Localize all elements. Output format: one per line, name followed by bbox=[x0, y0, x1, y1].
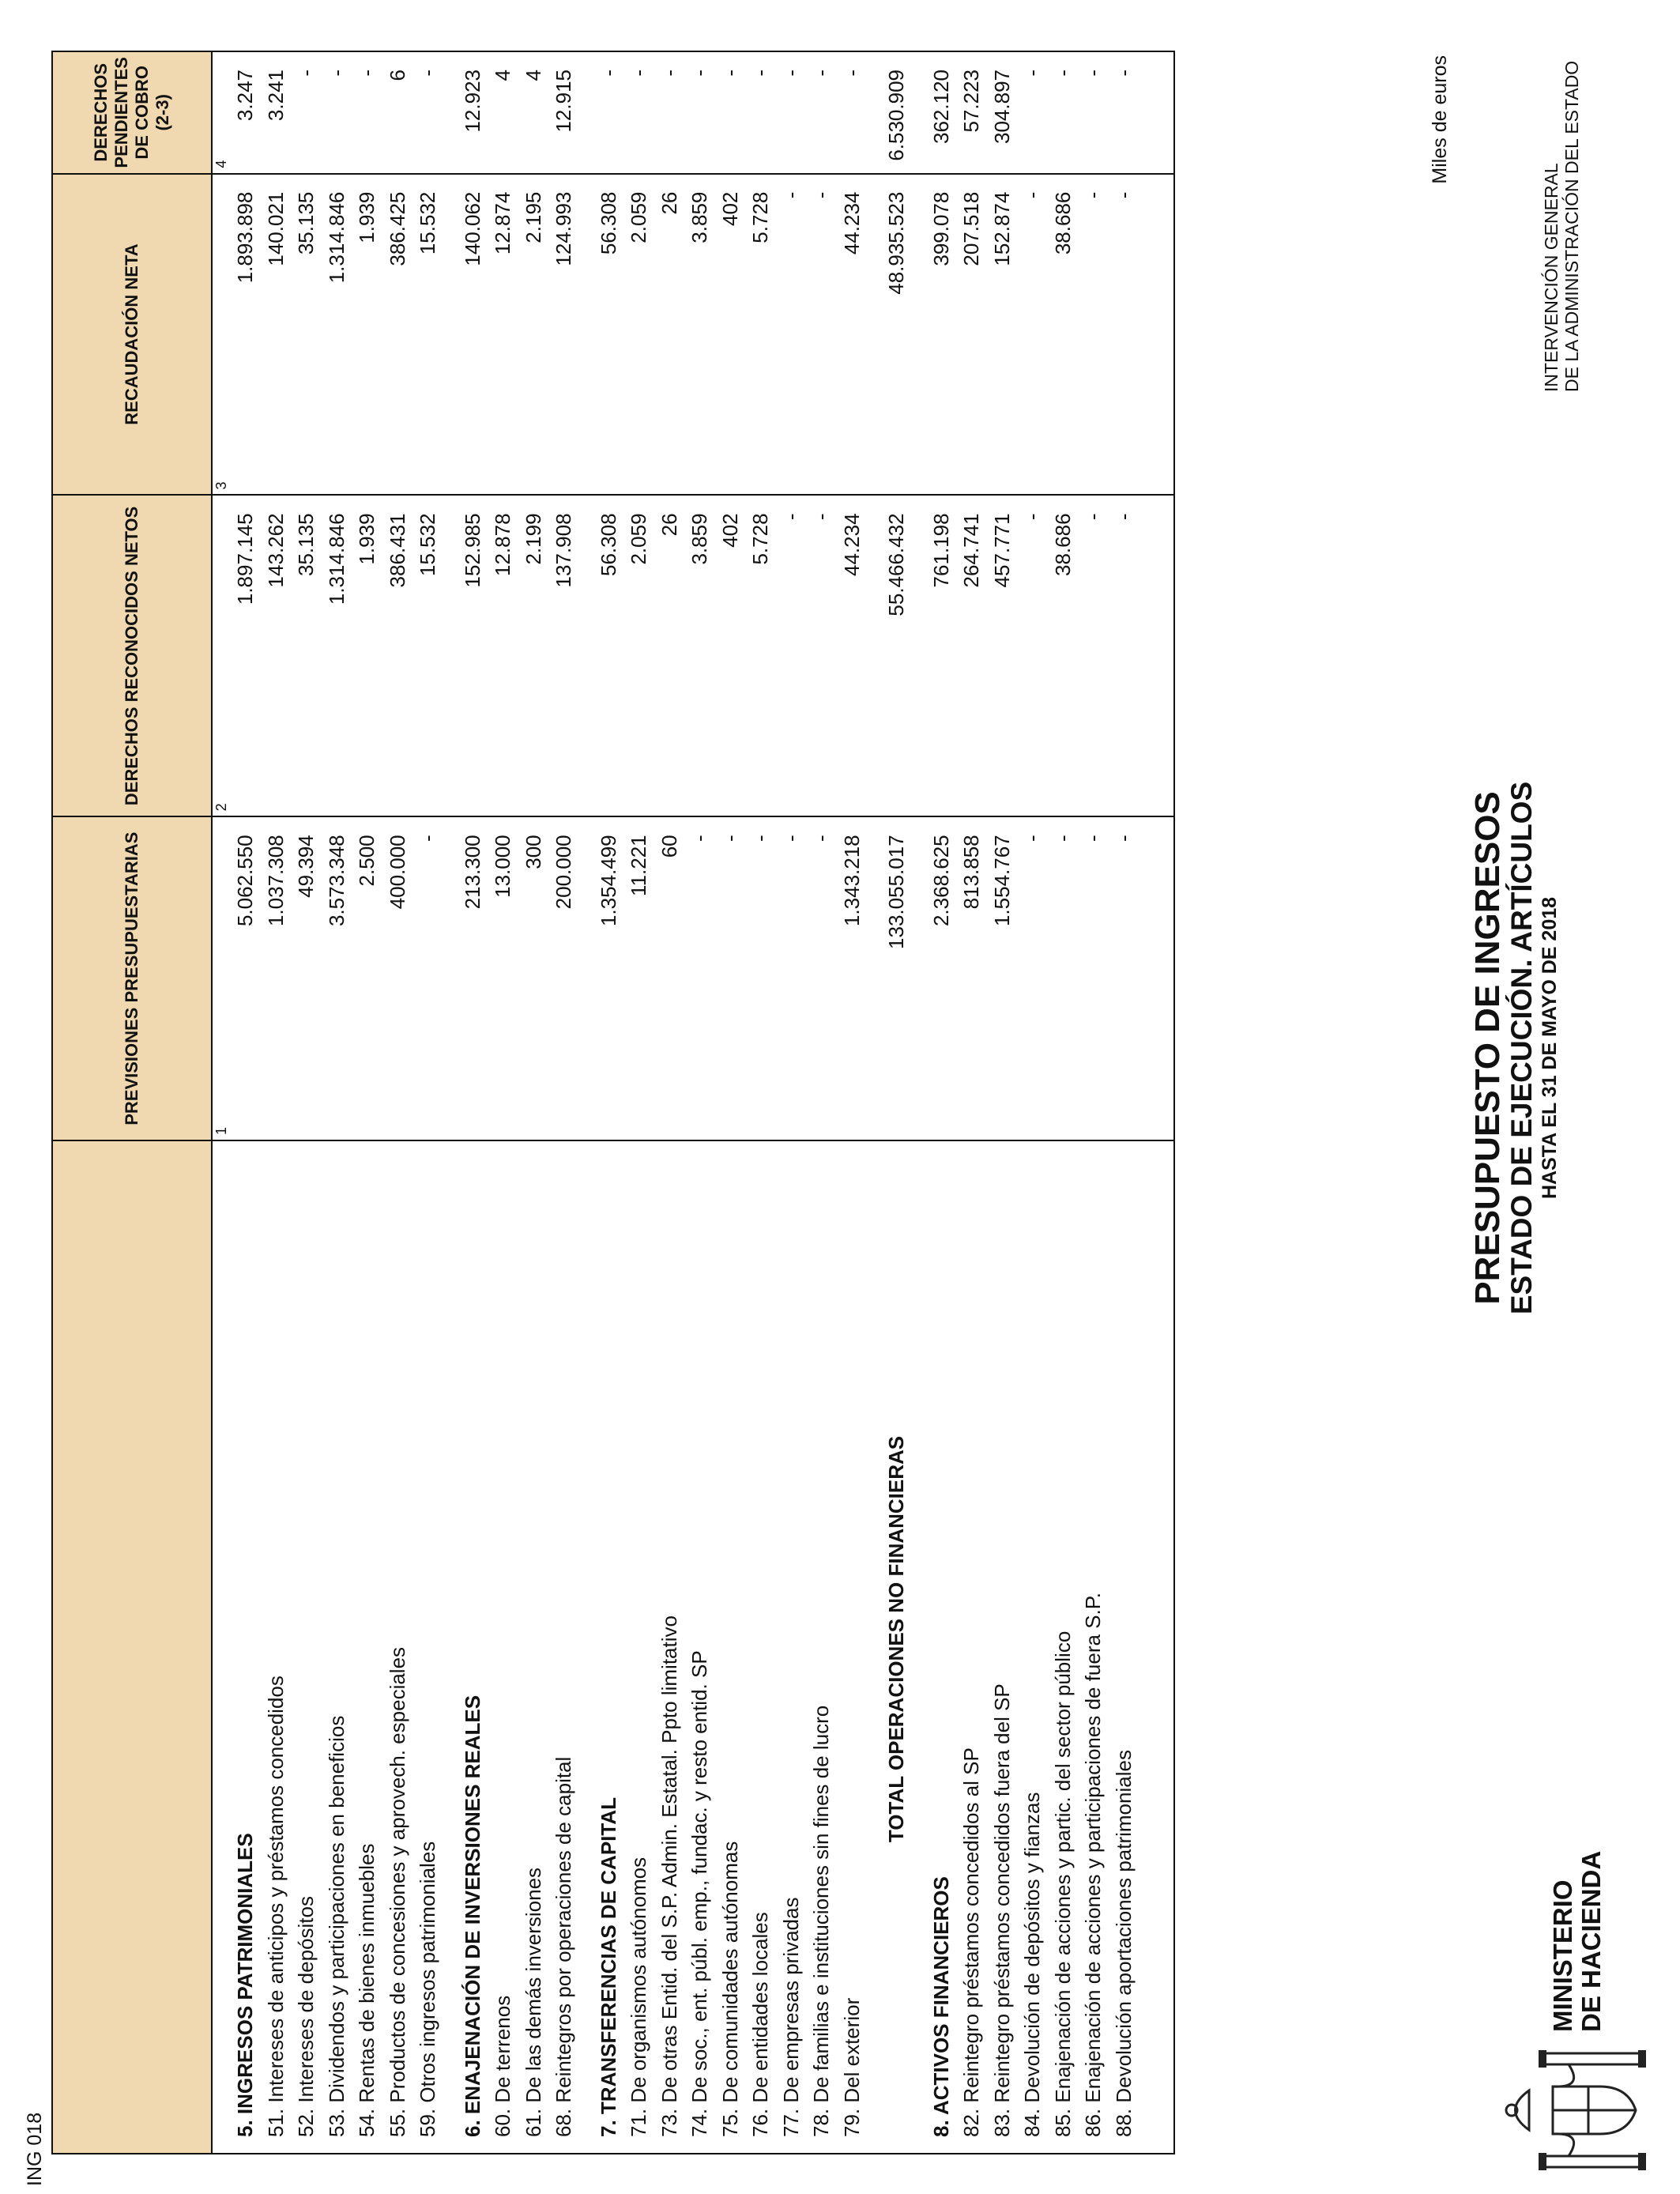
value-cell: 1.314.846 bbox=[322, 174, 352, 496]
row-label: 85. Enajenación de acciones y partic. del sector público bbox=[1048, 1140, 1079, 2154]
row-label: 75. De comunidades autónomas bbox=[715, 1140, 746, 2154]
value-cell: 3.573.348 bbox=[322, 816, 352, 1140]
value-cell: - bbox=[745, 51, 776, 174]
value-cell: 35.135 bbox=[291, 495, 322, 816]
spacer-cell bbox=[1139, 174, 1174, 496]
value-cell: 1.554.767 bbox=[987, 816, 1018, 1140]
value-cell: - bbox=[806, 51, 837, 174]
value-cell: 152.985 bbox=[458, 495, 488, 816]
spacer-cell bbox=[867, 816, 881, 1140]
value-cell: 44.234 bbox=[837, 495, 868, 816]
value-cell: 1.897.145 bbox=[230, 495, 261, 816]
value-cell: 15.532 bbox=[412, 495, 443, 816]
table-row bbox=[322, 51, 352, 2154]
value-cell: - bbox=[654, 51, 685, 174]
row-label: 86. Enajenación de acciones y participaciones de fuera S.P. bbox=[1078, 1140, 1109, 2154]
spacer-cell bbox=[443, 816, 458, 1140]
row-label: 71. De organismos autónomos bbox=[623, 1140, 654, 2154]
value-cell: - bbox=[837, 51, 868, 174]
row-label: 55. Productos de concesiones y aprovech. especiales bbox=[382, 1140, 413, 2154]
value-cell: 3.247 bbox=[230, 51, 261, 174]
value-cell: 5.728 bbox=[745, 174, 776, 496]
row-label: 54. Rentas de bienes inmuebles bbox=[352, 1140, 382, 2154]
row-label: 82. Reintegro préstamos concedidos al SP bbox=[956, 1140, 987, 2154]
concept-cell bbox=[212, 1140, 230, 2154]
column-number: 3 bbox=[212, 174, 230, 496]
spacer-cell bbox=[912, 1140, 926, 2154]
table-row bbox=[518, 51, 549, 2154]
table-row bbox=[654, 51, 685, 2154]
table-row bbox=[548, 51, 579, 2154]
office-line-2: DE LA ADMINISTRACIÓN DEL ESTADO bbox=[1561, 60, 1582, 392]
value-cell: - bbox=[412, 51, 443, 174]
ministry-line-2: DE HACIENDA bbox=[1576, 1850, 1606, 2032]
table-row bbox=[1017, 51, 1048, 2154]
value-cell: 35.135 bbox=[291, 174, 322, 496]
table-row bbox=[412, 51, 443, 2154]
row-label: 68. Reintegros por operaciones de capital bbox=[548, 1140, 579, 2154]
budget-table bbox=[51, 51, 1175, 2154]
value-cell: - bbox=[412, 816, 443, 1140]
table-row bbox=[261, 51, 292, 2154]
value-cell: 761.198 bbox=[926, 495, 957, 816]
table-row bbox=[352, 51, 382, 2154]
ministry-line-1: MINISTERIO bbox=[1548, 1879, 1577, 2032]
spacer-cell bbox=[443, 51, 458, 174]
value-cell: 38.686 bbox=[1048, 174, 1079, 496]
spacer-cell bbox=[867, 51, 881, 174]
value-cell: 6.530.909 bbox=[881, 51, 912, 174]
table-header-row bbox=[52, 51, 212, 2154]
spacer-cell bbox=[443, 174, 458, 496]
value-cell: - bbox=[291, 51, 322, 174]
value-cell: 264.741 bbox=[956, 495, 987, 816]
value-cell: 4 bbox=[518, 51, 549, 174]
value-cell: 2.195 bbox=[518, 174, 549, 496]
concept-header bbox=[52, 1140, 212, 2154]
value-cell: 1.314.846 bbox=[322, 495, 352, 816]
value-cell: 3.859 bbox=[684, 174, 715, 496]
value-cell: 402 bbox=[715, 174, 746, 496]
value-cell: 38.686 bbox=[1048, 495, 1079, 816]
value-cell: 399.078 bbox=[926, 174, 957, 496]
value-cell: 13.000 bbox=[488, 816, 518, 1140]
value-cell: 143.262 bbox=[261, 495, 292, 816]
page-subtitle: ESTADO DE EJECUCIÓN. ARTÍCULOS bbox=[1505, 781, 1538, 1315]
value-cell: - bbox=[776, 51, 807, 174]
spacer-cell bbox=[1139, 495, 1174, 816]
value-cell: 15.532 bbox=[412, 174, 443, 496]
value-cell: 813.858 bbox=[956, 816, 987, 1140]
ministry-name bbox=[1549, 1851, 1606, 2032]
value-cell: - bbox=[322, 51, 352, 174]
spacer-row bbox=[912, 51, 926, 2154]
value-cell: - bbox=[623, 51, 654, 174]
value-cell: 44.234 bbox=[837, 174, 868, 496]
value-cell: - bbox=[1078, 495, 1109, 816]
row-label: 88. Devolución aportaciones patrimoniales bbox=[1109, 1140, 1139, 2154]
value-cell: 362.120 bbox=[926, 51, 957, 174]
value-cell: 56.308 bbox=[593, 495, 624, 816]
value-cell: - bbox=[1017, 51, 1048, 174]
value-cell: 2.199 bbox=[518, 495, 549, 816]
row-label: 59. Otros ingresos patrimoniales bbox=[412, 1140, 443, 2154]
spacer-cell bbox=[579, 51, 593, 174]
value-cell: 1.939 bbox=[352, 174, 382, 496]
row-label: 53. Dividendos y participaciones en beneficios bbox=[322, 1140, 352, 2154]
value-cell: 402 bbox=[715, 495, 746, 816]
table-end-row bbox=[1139, 51, 1174, 2154]
value-cell: 3.241 bbox=[261, 51, 292, 174]
value-cell: 26 bbox=[654, 495, 685, 816]
value-cell: - bbox=[745, 816, 776, 1140]
coat-of-arms-icon bbox=[1497, 2047, 1656, 2173]
spacer-cell bbox=[867, 495, 881, 816]
value-cell: 140.021 bbox=[261, 174, 292, 496]
value-cell: - bbox=[806, 174, 837, 496]
value-cell: 152.874 bbox=[987, 174, 1018, 496]
value-cell: 11.221 bbox=[623, 816, 654, 1140]
value-cell: 4 bbox=[488, 51, 518, 174]
value-cell: 5.062.550 bbox=[230, 816, 261, 1140]
value-cell: - bbox=[684, 816, 715, 1140]
table-row bbox=[806, 51, 837, 2154]
value-cell: - bbox=[684, 51, 715, 174]
row-label: 6. ENAJENACIÓN DE INVERSIONES REALES bbox=[458, 1140, 488, 2154]
row-label: 52. Intereses de depósitos bbox=[291, 1140, 322, 2154]
value-cell: 12.915 bbox=[548, 51, 579, 174]
spacer-cell bbox=[867, 1140, 881, 2154]
value-cell: 12.878 bbox=[488, 495, 518, 816]
table-row bbox=[1109, 51, 1139, 2154]
value-cell: - bbox=[715, 816, 746, 1140]
value-cell: - bbox=[806, 816, 837, 1140]
table-row bbox=[956, 51, 987, 2154]
value-cell: 457.771 bbox=[987, 495, 1018, 816]
value-cell: - bbox=[352, 51, 382, 174]
value-cell: 2.059 bbox=[623, 174, 654, 496]
value-cell: 48.935.523 bbox=[881, 174, 912, 496]
value-cell: - bbox=[1109, 495, 1139, 816]
spacer-cell bbox=[1139, 1140, 1174, 2154]
value-cell: 26 bbox=[654, 174, 685, 496]
table-row bbox=[230, 51, 261, 2154]
row-label: 5. INGRESOS PATRIMONIALES bbox=[230, 1140, 261, 2154]
column-header: PREVISIONES PRESUPUESTARIAS bbox=[52, 816, 212, 1140]
row-label: 60. De terrenos bbox=[488, 1140, 518, 2154]
value-cell: 200.000 bbox=[548, 816, 579, 1140]
value-cell: 56.308 bbox=[593, 174, 624, 496]
value-cell: 213.300 bbox=[458, 816, 488, 1140]
value-cell: - bbox=[806, 495, 837, 816]
value-cell: 60 bbox=[654, 816, 685, 1140]
column-header: RECAUDACIÓN NETA bbox=[52, 174, 212, 496]
table-row bbox=[291, 51, 322, 2154]
value-cell: - bbox=[1078, 51, 1109, 174]
spacer-cell bbox=[579, 174, 593, 496]
row-label: TOTAL OPERACIONES NO FINANCIERAS bbox=[881, 1140, 912, 2154]
units-label: Miles de euros bbox=[1429, 55, 1451, 184]
spacer-cell bbox=[912, 495, 926, 816]
office-line-1: INTERVENCIÓN GENERAL bbox=[1541, 163, 1561, 392]
table-row bbox=[987, 51, 1018, 2154]
table-row bbox=[745, 51, 776, 2154]
row-label: 79. Del exterior bbox=[837, 1140, 868, 2154]
value-cell: 2.059 bbox=[623, 495, 654, 816]
value-cell: - bbox=[1078, 174, 1109, 496]
table-row bbox=[1078, 51, 1109, 2154]
spacer-row bbox=[579, 51, 593, 2154]
table-row bbox=[458, 51, 488, 2154]
value-cell: 140.062 bbox=[458, 174, 488, 496]
spacer-cell bbox=[867, 174, 881, 496]
spacer-cell bbox=[443, 495, 458, 816]
value-cell: 1.037.308 bbox=[261, 816, 292, 1140]
value-cell: 2.500 bbox=[352, 816, 382, 1140]
table-row bbox=[715, 51, 746, 2154]
value-cell: 55.466.432 bbox=[881, 495, 912, 816]
column-number: 2 bbox=[212, 495, 230, 816]
value-cell: - bbox=[1109, 174, 1139, 496]
value-cell: 12.923 bbox=[458, 51, 488, 174]
value-cell: - bbox=[1017, 495, 1048, 816]
value-cell: - bbox=[715, 51, 746, 174]
row-label: 73. De otras Entid. del S.P. Admin. Estatal. Ppto limitativo bbox=[654, 1140, 685, 2154]
row-label: 77. De empresas privadas bbox=[776, 1140, 807, 2154]
value-cell: 6 bbox=[382, 51, 413, 174]
table-row bbox=[881, 51, 912, 2154]
column-number-row bbox=[212, 51, 230, 2154]
value-cell: 1.354.499 bbox=[593, 816, 624, 1140]
spacer-cell bbox=[1139, 816, 1174, 1140]
value-cell: - bbox=[1048, 816, 1079, 1140]
value-cell: - bbox=[1109, 51, 1139, 174]
table-row bbox=[382, 51, 413, 2154]
issuing-office bbox=[1541, 61, 1582, 392]
value-cell: 304.897 bbox=[987, 51, 1018, 174]
spacer-cell bbox=[912, 174, 926, 496]
value-cell: - bbox=[593, 51, 624, 174]
value-cell: - bbox=[1017, 816, 1048, 1140]
value-cell: 207.518 bbox=[956, 174, 987, 496]
row-label: 7. TRANSFERENCIAS DE CAPITAL bbox=[593, 1140, 624, 2154]
table-row bbox=[837, 51, 868, 2154]
spacer-row bbox=[867, 51, 881, 2154]
table-row bbox=[926, 51, 957, 2154]
row-label: 78. De familias e instituciones sin fines de lucro bbox=[806, 1140, 837, 2154]
row-label: 8. ACTIVOS FINANCIEROS bbox=[926, 1140, 957, 2154]
value-cell: 1.939 bbox=[352, 495, 382, 816]
spacer-cell bbox=[912, 816, 926, 1140]
column-number: 4 bbox=[212, 51, 230, 174]
row-label: 76. De entidades locales bbox=[745, 1140, 776, 2154]
spacer-cell bbox=[912, 51, 926, 174]
value-cell: 386.431 bbox=[382, 495, 413, 816]
value-cell: 5.728 bbox=[745, 495, 776, 816]
value-cell: 124.993 bbox=[548, 174, 579, 496]
page-title: PRESUPUESTO DE INGRESOS bbox=[1468, 791, 1507, 1305]
value-cell: 2.368.625 bbox=[926, 816, 957, 1140]
value-cell: 12.874 bbox=[488, 174, 518, 496]
spacer-cell bbox=[579, 816, 593, 1140]
table-row bbox=[776, 51, 807, 2154]
table-row bbox=[684, 51, 715, 2154]
row-label: 51. Intereses de anticipos y préstamos concedidos bbox=[261, 1140, 292, 2154]
title-block bbox=[1470, 692, 1561, 1404]
table-row bbox=[1048, 51, 1079, 2154]
spacer-cell bbox=[1139, 51, 1174, 174]
column-header: DERECHOS RECONOCIDOS NETOS bbox=[52, 495, 212, 816]
spacer-cell bbox=[443, 1140, 458, 2154]
value-cell: 57.223 bbox=[956, 51, 987, 174]
value-cell: 1.343.218 bbox=[837, 816, 868, 1140]
value-cell: 400.000 bbox=[382, 816, 413, 1140]
column-header: DERECHOS PENDIENTES DE COBRO (2-3) bbox=[52, 51, 212, 174]
row-label: 83. Reintegro préstamos concedidos fuera del SP bbox=[987, 1140, 1018, 2154]
value-cell: - bbox=[776, 495, 807, 816]
spacer-cell bbox=[579, 1140, 593, 2154]
form-code: ING 018 bbox=[24, 2112, 46, 2186]
value-cell: 300 bbox=[518, 816, 549, 1140]
row-label: 61. De las demás inversiones bbox=[518, 1140, 549, 2154]
row-label: 74. De soc., ent. públ. emp., fundac. y resto entid. SP bbox=[684, 1140, 715, 2154]
spacer-row bbox=[443, 51, 458, 2154]
value-cell: - bbox=[776, 816, 807, 1140]
value-cell: 133.055.017 bbox=[881, 816, 912, 1140]
value-cell: - bbox=[1109, 816, 1139, 1140]
value-cell: 49.394 bbox=[291, 816, 322, 1140]
column-number: 1 bbox=[212, 816, 230, 1140]
table-row bbox=[623, 51, 654, 2154]
value-cell: 3.859 bbox=[684, 495, 715, 816]
value-cell: 137.908 bbox=[548, 495, 579, 816]
value-cell: 386.425 bbox=[382, 174, 413, 496]
table-row bbox=[593, 51, 624, 2154]
value-cell: - bbox=[1078, 816, 1109, 1140]
report-date: HASTA EL 31 DE MAYO DE 2018 bbox=[1539, 896, 1561, 1200]
value-cell: 1.893.898 bbox=[230, 174, 261, 496]
value-cell: - bbox=[776, 174, 807, 496]
value-cell: - bbox=[1017, 174, 1048, 496]
value-cell: - bbox=[1048, 51, 1079, 174]
row-label: 84. Devolución de depósitos y fianzas bbox=[1017, 1140, 1048, 2154]
table-row bbox=[488, 51, 518, 2154]
spacer-cell bbox=[579, 495, 593, 816]
